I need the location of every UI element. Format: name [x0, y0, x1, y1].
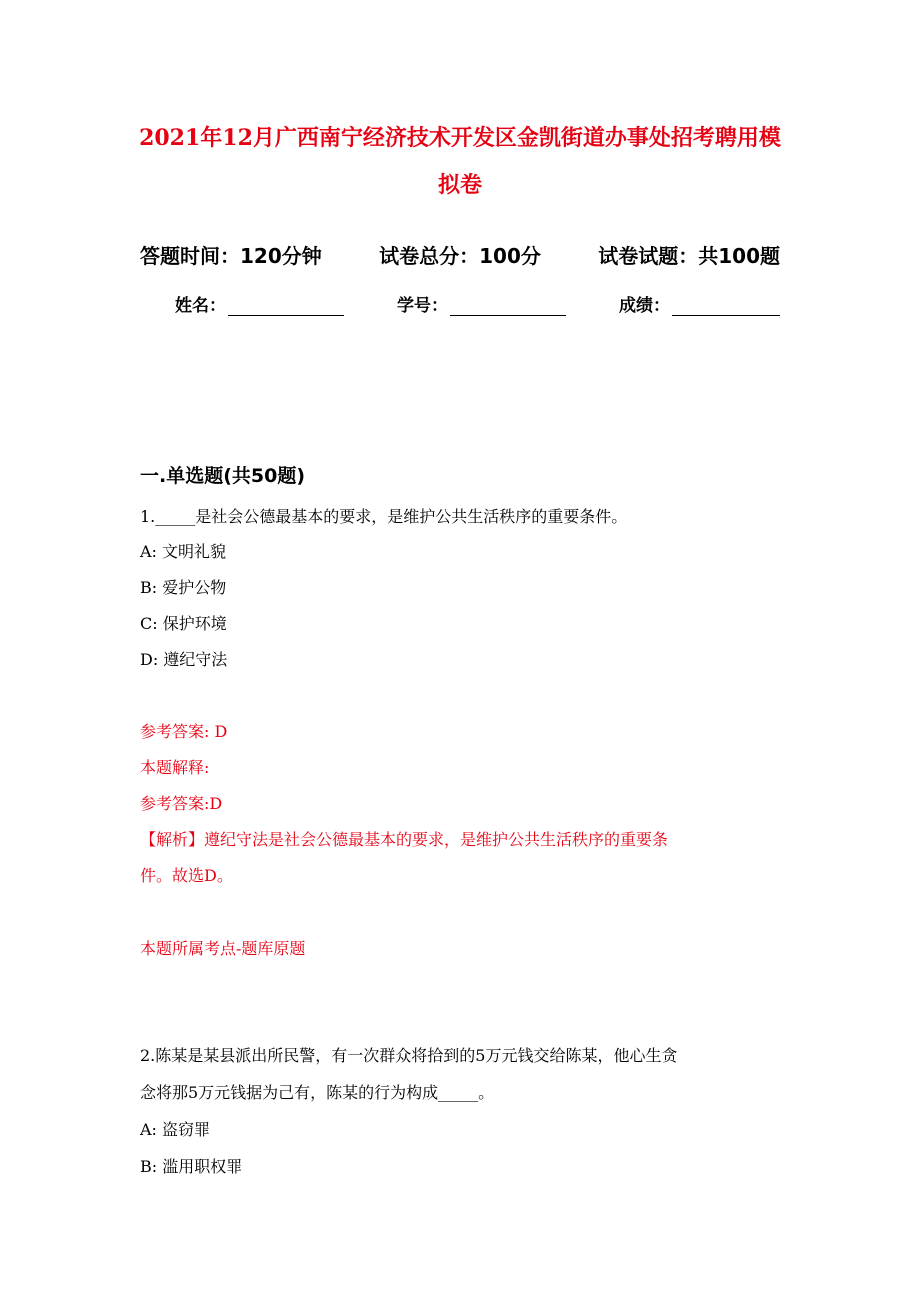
q1-option-b: B: 爱护公物 — [140, 578, 227, 597]
q1-option-c: C: 保护环境 — [140, 614, 227, 633]
student-id-field — [397, 291, 566, 316]
name-blank[interactable] — [228, 297, 344, 316]
exam-time: 答题时间：120分钟 — [140, 244, 322, 268]
q1-explain-label: 本题解释: — [140, 758, 210, 777]
score-label: 成绩： — [619, 296, 670, 316]
q1-source: 本题所属考点-题库原题 — [140, 939, 306, 958]
q1-answer: 参考答案: D — [140, 722, 228, 741]
q1-option-a: A: 文明礼貌 — [140, 542, 227, 561]
student-id-label: 学号： — [397, 296, 448, 316]
q2-stem-line1: 2.陈某是某县派出所民警，有一次群众将拾到的5万元钱交给陈某，他心生贪 — [140, 1046, 678, 1065]
name-label: 姓名： — [175, 296, 226, 316]
exam-meta — [140, 240, 780, 269]
q1-answer-repeat: 参考答案:D — [140, 794, 223, 813]
q1-option-d: D: 遵纪守法 — [140, 650, 228, 669]
q1-stem: 1._____是社会公德最基本的要求，是维护公共生活秩序的重要条件。 — [140, 507, 628, 526]
score-blank[interactable] — [672, 297, 780, 316]
student-info-fields — [175, 291, 780, 316]
exam-question-count: 试卷试题：共100题 — [598, 244, 780, 268]
score-field — [619, 291, 780, 316]
q2-option-a: A: 盗窃罪 — [140, 1120, 211, 1139]
section-title: 一.单选题(共50题) — [140, 465, 306, 487]
q1-analysis-line2: 件。故选D。 — [140, 866, 233, 885]
q2-option-b: B: 滥用职权罪 — [140, 1157, 243, 1176]
student-id-blank[interactable] — [450, 297, 566, 316]
exam-title-line2: 拟卷 — [437, 172, 482, 198]
q2-stem-line2: 念将那5万元钱据为己有，陈某的行为构成_____。 — [140, 1083, 495, 1102]
exam-title-line1: 2021年12月广西南宁经济技术开发区金凯街道办事处招考聘用模 — [139, 125, 781, 151]
exam-total-score: 试卷总分：100分 — [379, 244, 541, 268]
q1-analysis-line1: 【解析】遵纪守法是社会公德最基本的要求，是维护公共生活秩序的重要条 — [140, 830, 669, 849]
name-field — [175, 291, 344, 316]
